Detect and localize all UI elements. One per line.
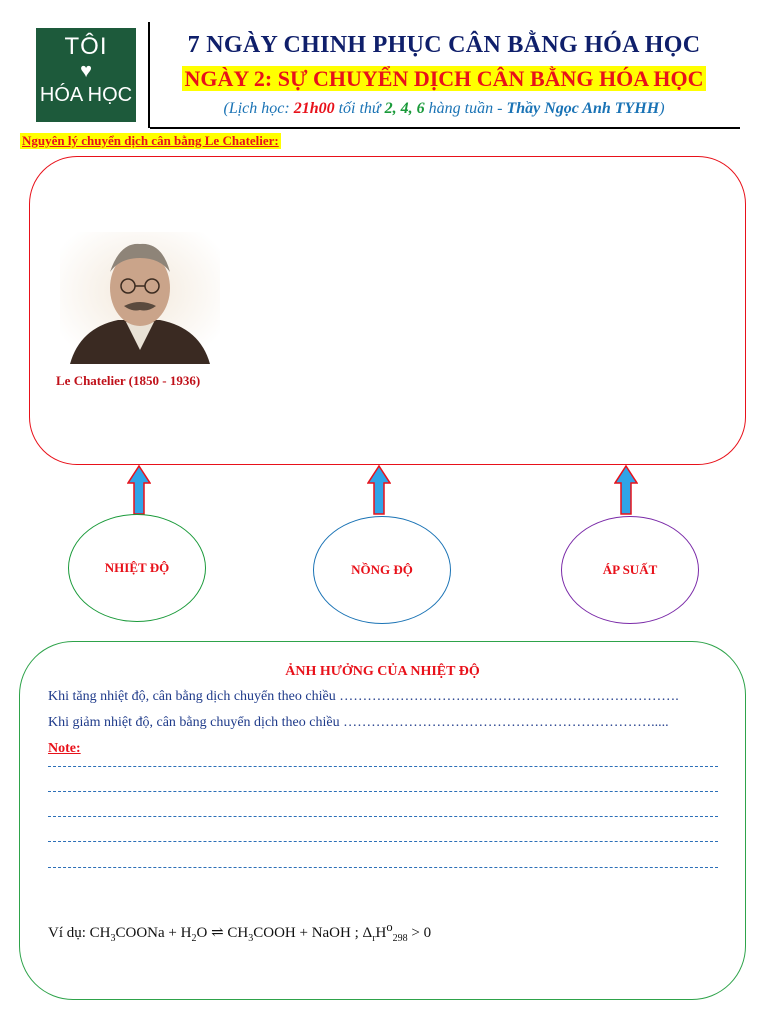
page-title: 7 NGÀY CHINH PHỤC CÂN BẰNG HÓA HỌC bbox=[187, 32, 701, 58]
factor-pressure: ÁP SUẤT bbox=[561, 516, 699, 624]
schedule-mid: tối thứ bbox=[334, 100, 385, 117]
logo-line1: TÔI bbox=[64, 33, 108, 60]
answer-line bbox=[48, 867, 718, 868]
logo-line2: HÓA HỌC bbox=[39, 84, 133, 106]
schedule-days: 2, 4, 6 bbox=[384, 100, 425, 117]
example-equation: Ví dụ: $CH_3COONa + H_2O$ ⇌ $CH_3COOH$ + NaOH ; $\Delta_rH^o_{298} > 0$ bbox=[48, 920, 432, 944]
schedule-end: ) bbox=[659, 100, 665, 117]
example-prefix: Ví dụ: CH bbox=[48, 925, 111, 941]
teacher-name: Thầy Ngọc Anh TYHH bbox=[506, 100, 660, 117]
up-arrow-icon bbox=[127, 465, 151, 515]
answer-line bbox=[48, 816, 718, 817]
principle-heading: Nguyên lý chuyển dịch cân bằng Le Chatelier: bbox=[22, 133, 279, 148]
answer-line bbox=[48, 841, 718, 842]
schedule-prefix: (Lịch học: bbox=[223, 100, 294, 117]
heart-icon: ♥ bbox=[80, 60, 92, 82]
logo bbox=[36, 28, 136, 122]
factor-temperature: NHIỆT ĐỘ bbox=[68, 514, 206, 622]
increase-temperature-line: Khi tăng nhiệt độ, cân bằng dịch chuyển theo chiều ………………………………………………………………. bbox=[48, 689, 679, 704]
up-arrow-icon bbox=[367, 465, 391, 515]
equilibrium-arrow-icon: ⇌ bbox=[211, 925, 224, 941]
answer-line bbox=[48, 791, 718, 792]
subtitle-text: NGÀY 2: SỰ CHUYỂN DỊCH CÂN BẰNG HÓA HỌC bbox=[184, 66, 704, 91]
up-arrow-icon bbox=[614, 465, 638, 515]
header-divider-horizontal bbox=[150, 127, 740, 129]
factor-concentration: NỒNG ĐỘ bbox=[313, 516, 451, 624]
example-tail: $\Delta_rH^o_{298} > 0$ bbox=[362, 920, 432, 944]
effect-title: ẢNH HƯỞNG CỦA NHIỆT ĐỘ bbox=[285, 664, 480, 679]
schedule-suffix: hàng tuần - bbox=[424, 100, 507, 117]
decrease-temperature-line: Khi giảm nhiệt độ, cân bằng chuyển dịch theo chiều …………………………………………………………..... bbox=[48, 715, 669, 730]
portrait-image bbox=[60, 232, 220, 364]
schedule-time: 21h00 bbox=[293, 100, 335, 117]
portrait-caption: Le Chatelier (1850 - 1936) bbox=[56, 373, 201, 388]
schedule bbox=[150, 100, 738, 118]
answer-line bbox=[48, 766, 718, 767]
page-subtitle bbox=[150, 66, 738, 92]
note-label: Note: bbox=[48, 741, 81, 756]
